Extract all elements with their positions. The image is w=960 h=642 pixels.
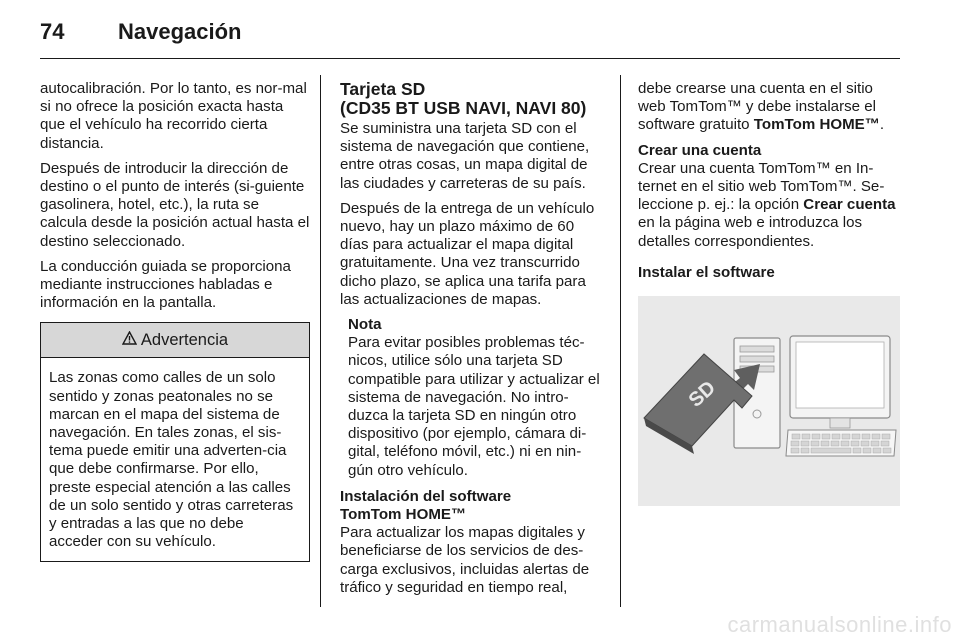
- subheading: TomTom HOME™: [340, 506, 467, 524]
- column-1: [40, 80, 310, 562]
- sd-card-label: SD: [684, 376, 721, 412]
- text-run: .: [879, 116, 885, 134]
- bold-term: Crear cuenta: [803, 196, 896, 214]
- page-title: Navegación: [118, 19, 242, 44]
- paragraph: Después de introducir la dirección de destino o el punto de interés (si-guiente gasolinera, hotel, etc.), la ruta se calcula desde la posición actual hasta el destino seleccionado.: [40, 159, 310, 250]
- column-divider-1: [320, 75, 321, 607]
- note-label: Nota: [348, 316, 382, 334]
- column-3: [638, 80, 903, 506]
- subheading: Instalar el software: [638, 263, 775, 281]
- section-title-line2: (CD35 BT USB NAVI, NAVI 80): [340, 98, 587, 118]
- warning-title: Advertencia: [140, 331, 229, 350]
- paragraph: [638, 80, 903, 135]
- paragraph-text: Para actualizar los mapas digitales y beneficiarse de los servicios de des-carga exclusivos, incluidas alertas de tráfico y seguridad en tiempo real,: [340, 524, 590, 596]
- sd-card-computer-illustration: [638, 296, 900, 506]
- subheading-block: [638, 142, 903, 251]
- text-run: debe crearse una cuenta en el sitio web TomTom™ y debe instalarse el software gratuito: [638, 80, 876, 134]
- bold-term: TomTom HOME™: [753, 116, 880, 134]
- text-run: en la página web e introduzca los detalles correspondientes.: [638, 214, 863, 250]
- paragraph: La conducción guiada se proporciona mediante instrucciones habladas e información en la pantalla.: [40, 257, 291, 312]
- page-number: 74: [40, 19, 65, 44]
- monitor-icon: [790, 336, 890, 428]
- paragraph: Después de la entrega de un vehículo nuevo, hay un plazo máximo de 60 días para actualizar el mapa digital gratuitamente. Una vez transcurrido dicho plazo, se aplica una tarifa para las actualizaciones de mapas.: [340, 199, 595, 308]
- warning-triangle-icon: [122, 331, 137, 350]
- illustration: [638, 296, 900, 506]
- subheading-block: [340, 488, 605, 597]
- note-text: Para evitar posibles problemas téc-nicos, utilice sólo una tarjeta SD compatible para utilizar y actualizar el sistema de navegación. No intro-duzca la tarjeta SD en ningún otro dispositivo (por ejemplo, cámara di-gital, teléfono móvil, etc.) ni en nin-gún otro vehículo.: [348, 334, 600, 479]
- warning-body: Las zonas como calles de un solo sentido y zonas peatonales no se marcan en el mapa del sistema de navegación. En tales zonas, el sis-tema puede emitir una adverten-cia que debe confirmarse. Por ello, preste especial atención a las calles de un solo sentido y otras carreteras y entradas a las que no debe acceder con su vehículo.: [49, 369, 294, 551]
- keyboard-icon: [786, 430, 896, 456]
- warning-header: [41, 323, 309, 358]
- note-block: [348, 316, 605, 480]
- warning-box: [40, 322, 310, 562]
- subheading: Crear una cuenta: [638, 141, 762, 159]
- watermark: carmanualsonline.info: [727, 612, 952, 637]
- paragraph: autocalibración. Por lo tanto, es nor-mal si no ofrece la posición exacta hasta que el vehículo ha recorrido cierta distancia.: [40, 80, 307, 152]
- column-2: [340, 80, 605, 604]
- header-rule: [40, 58, 900, 59]
- subheading: Instalación del software: [340, 487, 512, 505]
- paragraph: Se suministra una tarjeta SD con el sistema de navegación que contiene, entre otras cosas, un mapa digital de las ciudades y carreteras de su país.: [340, 120, 590, 192]
- section-title: [340, 80, 605, 118]
- column-divider-2: [620, 75, 621, 607]
- section-title-line1: Tarjeta SD: [340, 79, 426, 99]
- text-run: Crear una cuenta TomTom™ en In-ternet en el sitio web TomTom™. Se-leccione p. ej.: la opción: [638, 159, 885, 214]
